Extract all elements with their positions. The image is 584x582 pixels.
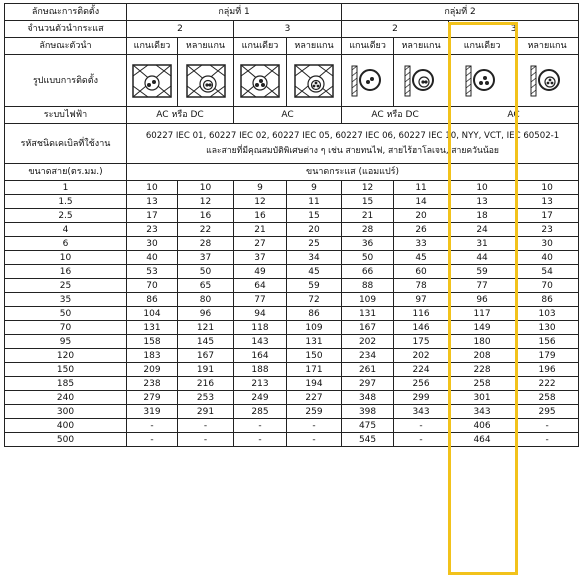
ampacity-cell: -: [287, 433, 342, 447]
wire-size-cell: 10: [5, 251, 127, 265]
ampacity-cell: 94: [234, 307, 287, 321]
ampacity-cell: 256: [394, 377, 449, 391]
ampacity-cell: 9: [234, 181, 287, 195]
ampacity-cell: -: [178, 433, 234, 447]
ampacity-cell: 143: [234, 335, 287, 349]
wire-size-cell: 50: [5, 307, 127, 321]
wire-size-cell: 6: [5, 237, 127, 251]
ampacity-cell: 188: [234, 363, 287, 377]
ampacity-cell: 20: [287, 223, 342, 237]
ampacity-cell: 118: [234, 321, 287, 335]
electric-system-row: [5, 107, 579, 124]
count-cell: 2: [342, 21, 449, 38]
ampacity-cell: 208: [449, 349, 516, 363]
ampacity-cell: 175: [394, 335, 449, 349]
conductor-count-row: [5, 21, 579, 38]
ampacity-cell: 285: [234, 405, 287, 419]
wire-size-cell: 1: [5, 181, 127, 195]
ampacity-table: [4, 3, 579, 447]
ampacity-cell: 224: [394, 363, 449, 377]
ampacity-cell: 167: [342, 321, 394, 335]
ampacity-cell: 34: [287, 251, 342, 265]
ampacity-cell: 12: [178, 195, 234, 209]
conductor-type-cell: แกนเดียว: [234, 38, 287, 55]
ampacity-cell: 13: [516, 195, 579, 209]
ampacity-cell: 194: [287, 377, 342, 391]
ampacity-cell: 398: [342, 405, 394, 419]
ampacity-cell: 11: [287, 195, 342, 209]
ampacity-cell: 258: [449, 377, 516, 391]
system-cell: AC: [449, 107, 579, 124]
table-row: [5, 293, 579, 307]
ampacity-cell: 65: [178, 279, 234, 293]
ampacity-cell: 23: [127, 223, 178, 237]
conductor-type-cell: แกนเดียว: [127, 38, 178, 55]
ampacity-cell: 146: [394, 321, 449, 335]
ampacity-cell: 464: [449, 433, 516, 447]
ampacity-cell: 156: [516, 335, 579, 349]
wire-size-cell: 2.5: [5, 209, 127, 223]
ampacity-cell: 53: [127, 265, 178, 279]
ampacity-cell: 9: [287, 181, 342, 195]
ampacity-cell: 191: [178, 363, 234, 377]
table-row: [5, 335, 579, 349]
ampacity-cell: 33: [394, 237, 449, 251]
ampacity-cell: -: [394, 419, 449, 433]
table-row: [5, 237, 579, 251]
conductor-type-cell: หลายแกน: [394, 38, 449, 55]
table-row: [5, 209, 579, 223]
ampacity-cell: 60: [394, 265, 449, 279]
ampacity-cell: 222: [516, 377, 579, 391]
ampacity-cell: 121: [178, 321, 234, 335]
ampacity-cell: 96: [178, 307, 234, 321]
table-row: [5, 195, 579, 209]
ampacity-cell: 28: [342, 223, 394, 237]
conductor-type-cell: หลายแกน: [178, 38, 234, 55]
table-row: [5, 251, 579, 265]
ampacity-cell: 213: [234, 377, 287, 391]
ampacity-cell: 202: [394, 349, 449, 363]
wire-size-cell: 95: [5, 335, 127, 349]
install-row: [5, 4, 579, 21]
surface-conduit-multi-icon: [516, 55, 579, 107]
ampacity-cell: 196: [516, 363, 579, 377]
table-row: [5, 419, 579, 433]
cable-type-line2: และสายที่มีคุณสมบัติพิเศษต่าง ๆ เช่น สายทนไฟ, สายไร้ฮาโลเจน, สายควันน้อย: [206, 146, 499, 156]
ampacity-cell: 301: [449, 391, 516, 405]
table-row: [5, 363, 579, 377]
wall-conduit-multi-icon: [287, 55, 342, 107]
ampacity-cell: 131: [342, 307, 394, 321]
count-cell: 3: [234, 21, 342, 38]
ampacity-cell: 50: [178, 265, 234, 279]
ampacity-cell: 40: [516, 251, 579, 265]
ampacity-cell: 259: [287, 405, 342, 419]
table-row: [5, 377, 579, 391]
ampacity-cell: 16: [234, 209, 287, 223]
ampacity-cell: 131: [287, 335, 342, 349]
ampacity-cell: 343: [394, 405, 449, 419]
ampacity-cell: 209: [127, 363, 178, 377]
electric-system-label: ระบบไฟฟ้า: [5, 107, 127, 124]
table-row: [5, 279, 579, 293]
ampacity-cell: 545: [342, 433, 394, 447]
install-pattern-row: [5, 55, 579, 107]
ampacity-cell: -: [127, 419, 178, 433]
ampacity-cell: -: [234, 433, 287, 447]
wire-size-cell: 1.5: [5, 195, 127, 209]
ampacity-cell: 49: [234, 265, 287, 279]
ampacity-cell: 234: [342, 349, 394, 363]
wire-size-cell: 16: [5, 265, 127, 279]
ampacity-cell: 238: [127, 377, 178, 391]
ampacity-cell: 24: [449, 223, 516, 237]
ampacity-cell: 37: [234, 251, 287, 265]
table-row: [5, 223, 579, 237]
ampacity-cell: 10: [178, 181, 234, 195]
ampacity-cell: 295: [516, 405, 579, 419]
wire-size-cell: 4: [5, 223, 127, 237]
ampacity-cell: 150: [287, 349, 342, 363]
count-cell: 2: [127, 21, 234, 38]
ampacity-cell: -: [287, 419, 342, 433]
ampacity-cell: 70: [516, 279, 579, 293]
ampacity-cell: 77: [234, 293, 287, 307]
ampacity-cell: 54: [516, 265, 579, 279]
wire-size-cell: 120: [5, 349, 127, 363]
cable-type-label: รหัสชนิดเคเบิลที่ใช้งาน: [5, 124, 127, 164]
conductor-type-label: ลักษณะตัวนำ: [5, 38, 127, 55]
group2-header: กลุ่มที่ 2: [342, 4, 579, 21]
ampacity-cell: 253: [178, 391, 234, 405]
ampacity-cell: 348: [342, 391, 394, 405]
ampacity-cell: 258: [516, 391, 579, 405]
ampacity-cell: 26: [394, 223, 449, 237]
ampacity-cell: 299: [394, 391, 449, 405]
ampacity-cell: 109: [287, 321, 342, 335]
cable-type-line1: 60227 IEC 01, 60227 IEC 02, 60227 IEC 05, 60227 IEC 06, 60227 IEC 10, NYY, VCT, IEC 60502-1: [145, 131, 560, 141]
ampacity-cell: 36: [342, 237, 394, 251]
system-cell: AC: [234, 107, 342, 124]
ampacity-cell: 30: [516, 237, 579, 251]
wire-size-cell: 240: [5, 391, 127, 405]
ampacity-cell: 202: [342, 335, 394, 349]
wire-size-cell: 35: [5, 293, 127, 307]
wire-size-cell: 150: [5, 363, 127, 377]
size-header-row: [5, 164, 579, 181]
ampacity-cell: 216: [178, 377, 234, 391]
install-pattern-label: รูปแบบการติดตั้ง: [5, 55, 127, 107]
cable-type-cell: [127, 124, 579, 164]
ampacity-cell: 15: [342, 195, 394, 209]
table-row: [5, 391, 579, 405]
ampacity-cell: -: [127, 433, 178, 447]
ampacity-cell: 319: [127, 405, 178, 419]
ampacity-cell: 96: [449, 293, 516, 307]
ampacity-cell: 21: [234, 223, 287, 237]
conductor-type-cell: แกนเดียว: [342, 38, 394, 55]
conductor-type-cell: หลายแกน: [287, 38, 342, 55]
ampacity-cell: 12: [234, 195, 287, 209]
ampacity-cell: 227: [287, 391, 342, 405]
ampacity-cell: 109: [342, 293, 394, 307]
ampacity-cell: 183: [127, 349, 178, 363]
ampacity-cell: 77: [449, 279, 516, 293]
table-row: [5, 349, 579, 363]
ampacity-cell: 28: [178, 237, 234, 251]
ampacity-cell: 37: [178, 251, 234, 265]
ampacity-cell: 130: [516, 321, 579, 335]
table-row: [5, 405, 579, 419]
ampacity-cell: 179: [516, 349, 579, 363]
ampacity-cell: 22: [178, 223, 234, 237]
ampacity-cell: 149: [449, 321, 516, 335]
ampacity-cell: 45: [394, 251, 449, 265]
ampacity-cell: 343: [449, 405, 516, 419]
ampacity-cell: 45: [287, 265, 342, 279]
ampacity-cell: 249: [234, 391, 287, 405]
conductor-type-row: [5, 38, 579, 55]
ampacity-table-container: [4, 3, 578, 447]
ampacity-cell: 31: [449, 237, 516, 251]
ampacity-cell: 70: [127, 279, 178, 293]
ampacity-cell: 78: [394, 279, 449, 293]
ampacity-cell: 30: [127, 237, 178, 251]
surface-conduit-single-icon: [449, 55, 516, 107]
wall-conduit-single-icon: [127, 55, 178, 107]
ampacity-cell: 80: [178, 293, 234, 307]
ampacity-cell: 50: [342, 251, 394, 265]
wire-size-cell: 500: [5, 433, 127, 447]
wall-conduit-multi-icon: [178, 55, 234, 107]
ampacity-cell: 291: [178, 405, 234, 419]
ampacity-cell: 12: [342, 181, 394, 195]
ampacity-cell: 297: [342, 377, 394, 391]
group1-header: กลุ่มที่ 1: [127, 4, 342, 21]
ampacity-cell: 21: [342, 209, 394, 223]
ampacity-cell: 180: [449, 335, 516, 349]
ampacity-cell: 116: [394, 307, 449, 321]
ampacity-cell: 44: [449, 251, 516, 265]
ampacity-cell: 10: [516, 181, 579, 195]
ampacity-cell: 40: [127, 251, 178, 265]
ampacity-cell: 72: [287, 293, 342, 307]
wire-size-cell: 70: [5, 321, 127, 335]
install-label: ลักษณะการติดตั้ง: [5, 4, 127, 21]
size-label: ขนาดสาย(ตร.มม.): [5, 164, 127, 181]
ampacity-cell: 23: [516, 223, 579, 237]
table-row: [5, 181, 579, 195]
ampacity-cell: 86: [516, 293, 579, 307]
conductor-type-cell: หลายแกน: [516, 38, 579, 55]
wire-size-cell: 300: [5, 405, 127, 419]
table-row: [5, 321, 579, 335]
cable-type-row: [5, 124, 579, 164]
ampacity-cell: 59: [287, 279, 342, 293]
ampacity-cell: -: [234, 419, 287, 433]
ampacity-cell: 27: [234, 237, 287, 251]
surface-conduit-multi-icon: [394, 55, 449, 107]
ampacity-cell: 103: [516, 307, 579, 321]
ampacity-cell: 17: [516, 209, 579, 223]
system-cell: AC หรือ DC: [342, 107, 449, 124]
table-row: [5, 307, 579, 321]
ampacity-cell: -: [516, 433, 579, 447]
wire-size-cell: 400: [5, 419, 127, 433]
ampacity-cell: 11: [394, 181, 449, 195]
ampacity-cell: 475: [342, 419, 394, 433]
system-cell: AC หรือ DC: [127, 107, 234, 124]
ampacity-cell: 13: [127, 195, 178, 209]
ampacity-cell: 131: [127, 321, 178, 335]
ampacity-cell: 64: [234, 279, 287, 293]
ampacity-cell: 164: [234, 349, 287, 363]
ampacity-cell: 18: [449, 209, 516, 223]
ampacity-cell: 86: [127, 293, 178, 307]
wire-size-cell: 185: [5, 377, 127, 391]
conductor-count-label: จำนวนตัวนำกระแส: [5, 21, 127, 38]
ampacity-cell: -: [178, 419, 234, 433]
ampacity-cell: 15: [287, 209, 342, 223]
wire-size-cell: 25: [5, 279, 127, 293]
ampacity-cell: -: [394, 433, 449, 447]
ampacity-cell: 10: [127, 181, 178, 195]
ampacity-cell: 66: [342, 265, 394, 279]
ampacity-cell: 228: [449, 363, 516, 377]
current-label: ขนาดกระแส (แอมแปร์): [127, 164, 579, 181]
ampacity-cell: 88: [342, 279, 394, 293]
ampacity-cell: 167: [178, 349, 234, 363]
ampacity-cell: 59: [449, 265, 516, 279]
ampacity-cell: 117: [449, 307, 516, 321]
wall-conduit-single-icon: [234, 55, 287, 107]
ampacity-cell: 104: [127, 307, 178, 321]
ampacity-cell: 158: [127, 335, 178, 349]
count-cell: 3: [449, 21, 579, 38]
ampacity-cell: 14: [394, 195, 449, 209]
table-row: [5, 265, 579, 279]
ampacity-cell: 261: [342, 363, 394, 377]
ampacity-cell: 97: [394, 293, 449, 307]
surface-conduit-single-icon: [342, 55, 394, 107]
ampacity-cell: 25: [287, 237, 342, 251]
ampacity-cell: -: [516, 419, 579, 433]
table-row: [5, 433, 579, 447]
ampacity-cell: 145: [178, 335, 234, 349]
ampacity-cell: 13: [449, 195, 516, 209]
ampacity-cell: 10: [449, 181, 516, 195]
ampacity-cell: 17: [127, 209, 178, 223]
ampacity-cell: 171: [287, 363, 342, 377]
ampacity-cell: 16: [178, 209, 234, 223]
ampacity-cell: 406: [449, 419, 516, 433]
ampacity-cell: 279: [127, 391, 178, 405]
ampacity-cell: 86: [287, 307, 342, 321]
conductor-type-cell: แกนเดียว: [449, 38, 516, 55]
ampacity-cell: 20: [394, 209, 449, 223]
